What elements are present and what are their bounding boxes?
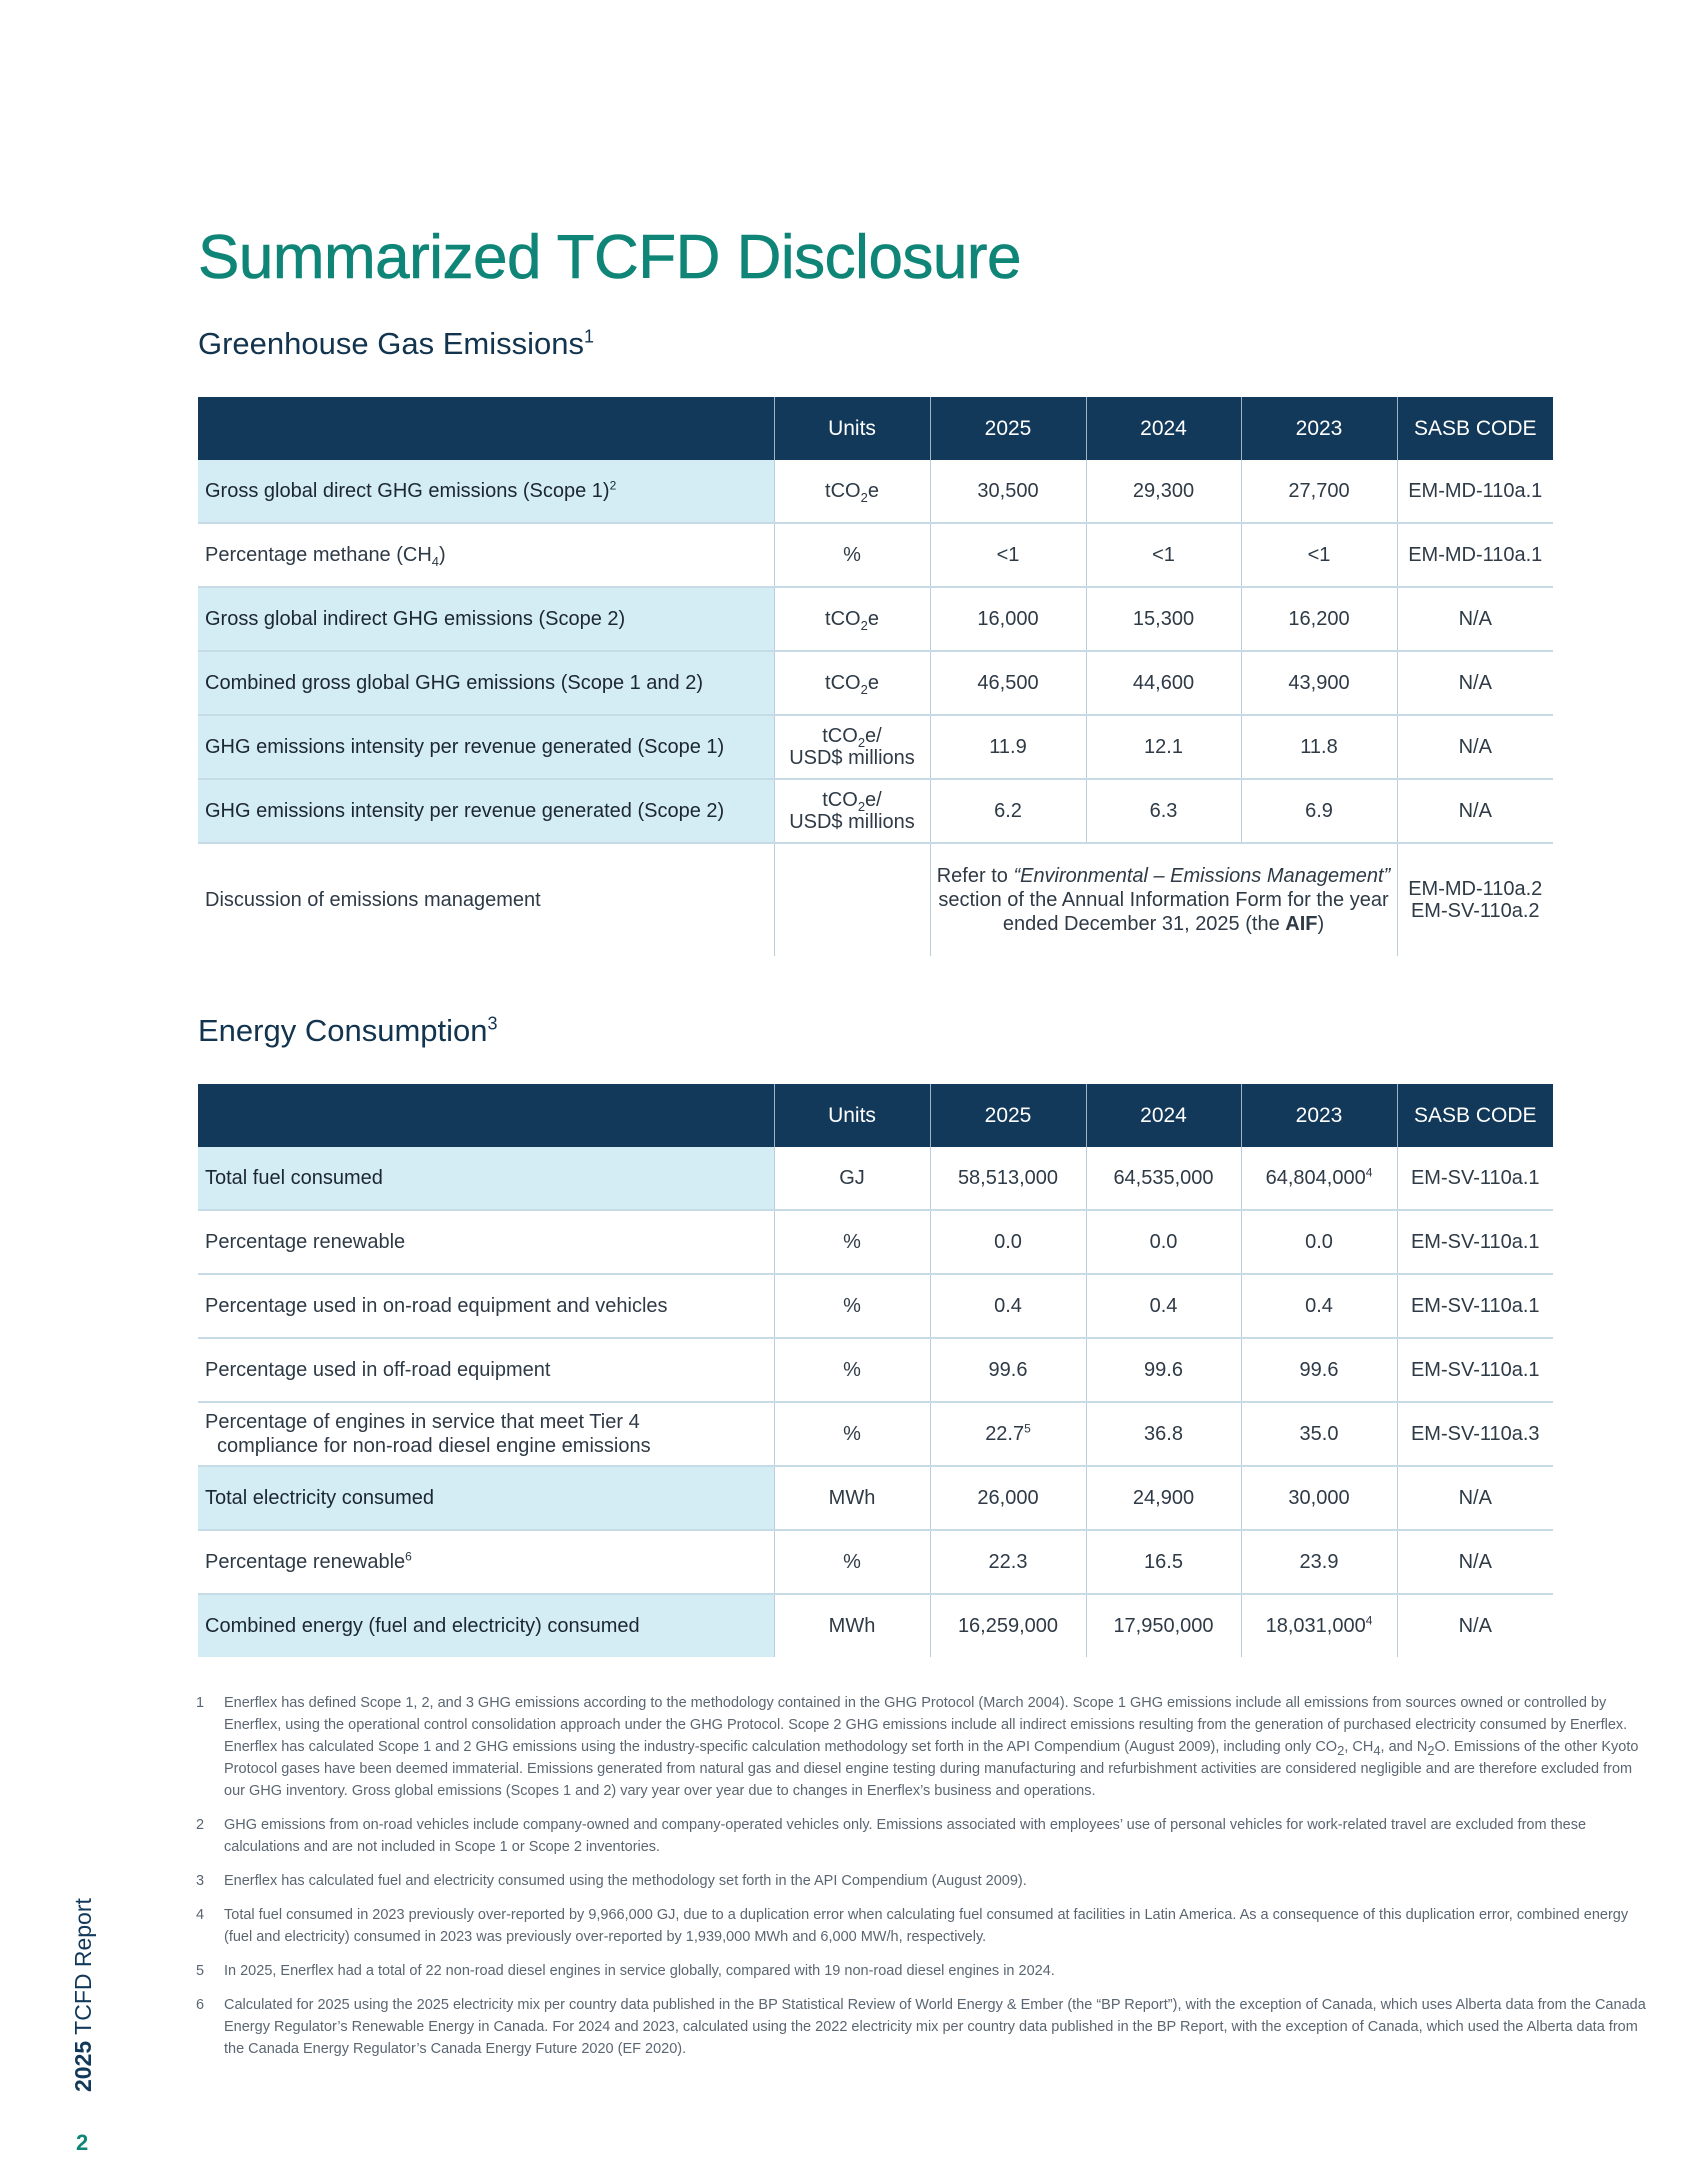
units-cell: % [774,1530,930,1594]
value-2025: 30,500 [930,460,1086,523]
value-2023: 11.8 [1241,715,1397,779]
sasb-code: N/A [1397,1466,1553,1530]
sasb-code: N/A [1397,587,1553,651]
col-header-2023: 2023 [1241,397,1397,460]
value-2025: 58,513,000 [930,1147,1086,1210]
table-row [198,779,1553,843]
row-label: GHG emissions intensity per revenue generated (Scope 1) [198,715,774,779]
units-cell: tCO$_2$e [774,460,930,523]
sasb-code: N/A [1397,1594,1553,1657]
sasb-code: N/A [1397,715,1553,779]
value-2024: 64,535,000 [1086,1147,1241,1210]
ghg-table [198,397,1553,956]
value-2025: 6.2 [930,779,1086,843]
footnote-number: 1 [196,1695,205,1711]
value-2023: 43,900 [1241,651,1397,715]
table-row [198,1530,1553,1594]
sasb-code: N/A [1397,651,1553,715]
value-2024: 15,300 [1086,587,1241,651]
sasb-code: EM-SV-110a.1 [1397,1274,1553,1338]
units-cell: % [774,1274,930,1338]
units-cell: tCO$_2$e [774,587,930,651]
units-cell: tCO$_2$e/ USD$ millions [774,779,930,843]
sasb-code: N/A [1397,779,1553,843]
discussion-reference: Refer to “Environmental – Emissions Management” section of the Annual Information Form for the year ended December 31, 2025 (the AIF) [930,843,1397,956]
sasb-code: EM-MD-110a.1 [1397,460,1553,523]
row-label: Percentage used in on-road equipment and vehicles [198,1274,774,1338]
value-2024: 44,600 [1086,651,1241,715]
sasb-code: EM-MD-110a.2 EM-SV-110a.2 [1397,843,1553,956]
value-2024: 24,900 [1086,1466,1241,1530]
footnote-text: GHG emissions from on-road vehicles include company-owned and company-operated vehicles only. Emissions associated with employees’ use of personal vehicles for work-related travel are excluded from these calculations and are not included in Scope 1 or Scope 2 inventories. [224,1817,1587,1855]
col-header-sasb: SASB CODE [1397,1084,1553,1147]
sasb-code: N/A [1397,1530,1553,1594]
table-row [198,460,1553,523]
value-2025: 0.0 [930,1210,1086,1274]
energy-heading: Energy Consumption$^3$ [198,1013,498,1048]
sasb-code: EM-SV-110a.3 [1397,1402,1553,1466]
table-row [198,523,1553,587]
row-label: Percentage renewable$^6$ [198,1530,774,1594]
row-label: Total fuel consumed [198,1147,774,1210]
footnote-number: 5 [196,1963,205,1979]
units-cell: % [774,1338,930,1402]
col-header-units: Units [774,1084,930,1147]
footnotes [196,1692,1646,2072]
table-row [198,1147,1553,1210]
footnote [196,1692,1646,1802]
ghg-header-row [198,397,1553,460]
value-2023: 23.9 [1241,1530,1397,1594]
table-row [198,715,1553,779]
col-header-label [198,397,774,460]
value-2024: 16.5 [1086,1530,1241,1594]
units-cell: tCO$_2$e [774,651,930,715]
value-2023: 0.0 [1241,1210,1397,1274]
value-2025: 46,500 [930,651,1086,715]
value-2025: 22.7$^5$ [930,1402,1086,1466]
footnote-number: 2 [196,1817,205,1833]
row-label: Percentage used in off-road equipment [198,1338,774,1402]
units-cell: % [774,523,930,587]
footnote-text: Total fuel consumed in 2023 previously over-reported by 9,966,000 GJ, due to a duplication error when calculating fuel consumed at facilities in Latin America. As a consequence of this duplication error, combined energy (fuel and electricity) consumed in 2023 was previously over-reported by 1,939,000 MWh and 6,000 MW/h, respectively. [224,1907,1629,1945]
row-label: Gross global indirect GHG emissions (Scope 2) [198,587,774,651]
value-2023: 64,804,000$^4$ [1241,1147,1397,1210]
row-label: Percentage renewable [198,1210,774,1274]
row-label: Percentage methane $(CH_4)$ [198,523,774,587]
value-2024: 0.4 [1086,1274,1241,1338]
units-cell: MWh [774,1466,930,1530]
report-side-label: 2025 TCFD Report [70,1898,96,2092]
value-2024: 99.6 [1086,1338,1241,1402]
footnote-text: Enerflex has defined Scope 1, 2, and 3 GHG emissions according to the methodology contained in the GHG Protocol (March 2004). Scope 1 GHG emissions include all emissions from sources owned or controlled by Enerflex, using the operational control consolidation approach under the GHG Protocol. Scope 2 GHG emissions include all indirect emissions resulting from the generation of purchased electricity consumed by Enerflex. Enerflex has calculated Scope 1 and 2 GHG emissions using the industry-specific calculation methodology set forth in the API Compendium (August 2009), including only $CO_2$, $CH_4$, and $N_2O$. Emissions of the other Kyoto Protocol gases have been deemed immaterial. Emissions generated from natural gas and diesel engine testing during manufacturing and refurbishment activities are considered negligible and are therefore excluded from our GHG inventory. Gross global emissions (Scopes 1 and 2) vary year over year due to changes in Enerflex’s business and operations. [224,1695,1639,1799]
table-row [198,1210,1553,1274]
footnote-text: In 2025, Enerflex had a total of 22 non-road diesel engines in service globally, compared with 19 non-road diesel engines in 2024. [224,1963,1055,1979]
value-2023: 99.6 [1241,1338,1397,1402]
value-2023: 16,200 [1241,587,1397,651]
value-2024: 12.1 [1086,715,1241,779]
value-2025: <1 [930,523,1086,587]
ghg-heading: Greenhouse Gas Emissions$^1$ [198,326,594,361]
sasb-code: EM-SV-110a.1 [1397,1210,1553,1274]
value-2024: 0.0 [1086,1210,1241,1274]
units-cell: GJ [774,1147,930,1210]
footnote-number: 3 [196,1873,205,1889]
value-2023: 27,700 [1241,460,1397,523]
value-2023: 6.9 [1241,779,1397,843]
value-2025: 99.6 [930,1338,1086,1402]
energy-table [198,1084,1553,1657]
row-label: Discussion of emissions management [205,888,541,911]
col-header-2025: 2025 [930,397,1086,460]
value-2025: 11.9 [930,715,1086,779]
value-2025: 22.3 [930,1530,1086,1594]
value-2023: 0.4 [1241,1274,1397,1338]
col-header-label [198,1084,774,1147]
sasb-code: EM-SV-110a.1 [1397,1338,1553,1402]
value-2023: <1 [1241,523,1397,587]
sasb-code: EM-SV-110a.1 [1397,1147,1553,1210]
value-2024: 36.8 [1086,1402,1241,1466]
row-label: Gross global direct GHG emissions (Scope 1)$^2$ [198,460,774,523]
value-2025: 26,000 [930,1466,1086,1530]
footnote-number: 4 [196,1907,205,1923]
table-row [198,1338,1553,1402]
value-2023: 30,000 [1241,1466,1397,1530]
units-cell: % [774,1210,930,1274]
col-header-2024: 2024 [1086,397,1241,460]
table-row [198,1594,1553,1657]
value-2024: 17,950,000 [1086,1594,1241,1657]
energy-header-row [198,1084,1553,1147]
value-2023: 35.0 [1241,1402,1397,1466]
footnote [196,1960,1646,1982]
value-2025: 0.4 [930,1274,1086,1338]
table-row [198,587,1553,651]
page-number: 2 [76,2130,89,2155]
footnote-text: Enerflex has calculated fuel and electricity consumed using the methodology set forth in the API Compendium (August 2009). [224,1873,1027,1889]
value-2024: <1 [1086,523,1241,587]
sasb-code: EM-MD-110a.1 [1397,523,1553,587]
footnote-number: 6 [196,1997,205,2013]
footnote [196,1994,1646,2060]
row-label: Combined energy (fuel and electricity) consumed [198,1594,774,1657]
footnote [196,1814,1646,1858]
col-header-sasb: SASB CODE [1397,397,1553,460]
table-row [198,1274,1553,1338]
page-title: Summarized TCFD Disclosure [198,223,1022,292]
col-header-2023: 2023 [1241,1084,1397,1147]
col-header-2025: 2025 [930,1084,1086,1147]
row-label: Percentage of engines in service that meet Tier 4 compliance for non-road diesel engine emissions [198,1402,774,1466]
row-label: Combined gross global GHG emissions (Scope 1 and 2) [198,651,774,715]
footnote-text: Calculated for 2025 using the 2025 electricity mix per country data published in the BP Statistical Review of World Energy & Ember (the “BP Report”), with the exception of Canada, which uses Alberta data from the Canada Energy Regulator’s Renewable Energy in Canada. For 2024 and 2023, calculated using the 2022 electricity mix per country data published in the BP Report, with the exception of Canada, which used the Alberta data from the Canada Energy Regulator’s Canada Energy Future 2020 (EF 2020). [224,1997,1646,2057]
value-2025: 16,000 [930,587,1086,651]
footnote [196,1870,1646,1892]
value-2023: 18,031,000$^4$ [1241,1594,1397,1657]
value-2024: 29,300 [1086,460,1241,523]
units-cell [774,843,930,956]
col-header-2024: 2024 [1086,1084,1241,1147]
table-row [198,651,1553,715]
value-2025: 16,259,000 [930,1594,1086,1657]
value-2024: 6.3 [1086,779,1241,843]
footnote [196,1904,1646,1948]
units-cell: MWh [774,1594,930,1657]
row-label: Total electricity consumed [198,1466,774,1530]
units-cell: % [774,1402,930,1466]
row-label: GHG emissions intensity per revenue generated (Scope 2) [198,779,774,843]
col-header-units: Units [774,397,930,460]
table-row [198,843,1553,956]
table-row [198,1466,1553,1530]
units-cell: tCO$_2$e/ USD$ millions [774,715,930,779]
table-row [198,1402,1553,1466]
